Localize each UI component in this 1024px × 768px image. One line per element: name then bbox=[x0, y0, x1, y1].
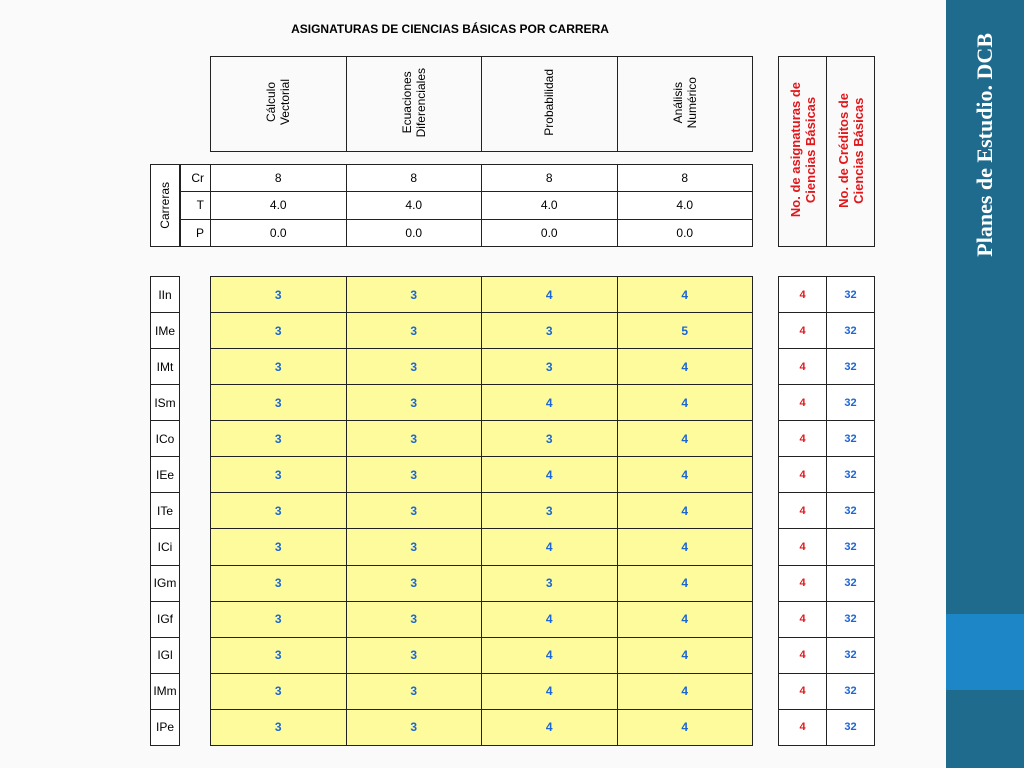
credits-total: 32 bbox=[827, 709, 875, 745]
career-code: IIn bbox=[151, 277, 180, 313]
career-code-row bbox=[151, 637, 180, 673]
summary-header-subjects: No. de asignaturas de Ciencias Básicas bbox=[779, 57, 827, 247]
table-row bbox=[211, 637, 753, 673]
info-label: T bbox=[181, 192, 211, 219]
subjects-count: 4 bbox=[779, 421, 827, 457]
sidebar-accent bbox=[946, 614, 1024, 690]
credit-cell: 3 bbox=[346, 421, 482, 457]
credit-cell: 3 bbox=[211, 601, 347, 637]
career-code-row bbox=[151, 709, 180, 745]
totals-row bbox=[779, 277, 875, 313]
credit-cell: 3 bbox=[211, 385, 347, 421]
info-cell: 8 bbox=[482, 165, 618, 192]
credits-total: 32 bbox=[827, 601, 875, 637]
info-label: Cr bbox=[181, 165, 211, 192]
career-code-row bbox=[151, 277, 180, 313]
career-code: IMm bbox=[151, 673, 180, 709]
credit-cell: 3 bbox=[346, 313, 482, 349]
totals-row bbox=[779, 421, 875, 457]
career-code-row bbox=[151, 601, 180, 637]
info-cell: 4.0 bbox=[617, 192, 753, 219]
info-cell: 8 bbox=[617, 165, 753, 192]
info-label: P bbox=[181, 219, 211, 246]
info-cell: 0.0 bbox=[482, 219, 618, 246]
table-row bbox=[211, 457, 753, 493]
career-code: IGl bbox=[151, 637, 180, 673]
credit-cell: 4 bbox=[617, 385, 753, 421]
credit-cell: 4 bbox=[482, 529, 618, 565]
credit-cell: 4 bbox=[482, 709, 618, 745]
subjects-count: 4 bbox=[779, 313, 827, 349]
credits-total: 32 bbox=[827, 637, 875, 673]
subjects-count: 4 bbox=[779, 349, 827, 385]
credits-total: 32 bbox=[827, 673, 875, 709]
info-row-p bbox=[181, 219, 753, 246]
credits-grid bbox=[210, 276, 753, 746]
credit-cell: 3 bbox=[211, 493, 347, 529]
credits-total: 32 bbox=[827, 421, 875, 457]
credit-cell: 3 bbox=[482, 565, 618, 601]
credit-cell: 4 bbox=[617, 349, 753, 385]
career-code-row bbox=[151, 565, 180, 601]
table-row bbox=[211, 565, 753, 601]
credit-cell: 3 bbox=[211, 709, 347, 745]
career-code-row bbox=[151, 493, 180, 529]
info-row-t bbox=[181, 192, 753, 219]
totals-row bbox=[779, 313, 875, 349]
credit-cell: 3 bbox=[211, 637, 347, 673]
totals-row bbox=[779, 601, 875, 637]
subjects-count: 4 bbox=[779, 601, 827, 637]
info-cell: 0.0 bbox=[211, 219, 347, 246]
credit-cell: 3 bbox=[346, 637, 482, 673]
career-code-row bbox=[151, 457, 180, 493]
credit-cell: 3 bbox=[346, 493, 482, 529]
career-code: IMt bbox=[151, 349, 180, 385]
career-code: IGm bbox=[151, 565, 180, 601]
table-row bbox=[211, 529, 753, 565]
credits-total: 32 bbox=[827, 349, 875, 385]
info-cell: 0.0 bbox=[617, 219, 753, 246]
subjects-count: 4 bbox=[779, 493, 827, 529]
credit-cell: 4 bbox=[617, 601, 753, 637]
totals-row bbox=[779, 565, 875, 601]
info-cell: 4.0 bbox=[482, 192, 618, 219]
table-row bbox=[211, 709, 753, 745]
credit-cell: 4 bbox=[617, 421, 753, 457]
credit-cell: 4 bbox=[617, 673, 753, 709]
credits-total: 32 bbox=[827, 313, 875, 349]
subject-header-3: Análisis Numérico bbox=[617, 57, 753, 152]
totals-row bbox=[779, 349, 875, 385]
career-code: IPe bbox=[151, 709, 180, 745]
credit-cell: 3 bbox=[482, 349, 618, 385]
table-row bbox=[211, 673, 753, 709]
credit-cell: 3 bbox=[211, 421, 347, 457]
totals-row bbox=[779, 457, 875, 493]
credit-cell: 4 bbox=[482, 277, 618, 313]
totals-row bbox=[779, 637, 875, 673]
table-row bbox=[211, 601, 753, 637]
credit-cell: 4 bbox=[617, 493, 753, 529]
credit-cell: 3 bbox=[346, 277, 482, 313]
credits-total: 32 bbox=[827, 529, 875, 565]
credits-total: 32 bbox=[827, 277, 875, 313]
subject-header-table bbox=[210, 56, 753, 152]
credit-cell: 4 bbox=[482, 673, 618, 709]
carreras-label: Carreras bbox=[158, 182, 172, 229]
table-row bbox=[211, 493, 753, 529]
subjects-count: 4 bbox=[779, 385, 827, 421]
credit-cell: 3 bbox=[211, 457, 347, 493]
credit-cell: 3 bbox=[346, 529, 482, 565]
career-code: ICi bbox=[151, 529, 180, 565]
table-row bbox=[211, 277, 753, 313]
info-cell: 4.0 bbox=[211, 192, 347, 219]
subject-header-0: Cálculo Vectorial bbox=[211, 57, 347, 152]
career-code-row bbox=[151, 313, 180, 349]
sidebar-title: Planes de Estudio. DCB bbox=[972, 33, 997, 257]
subjects-count: 4 bbox=[779, 637, 827, 673]
credit-cell: 3 bbox=[482, 421, 618, 457]
career-code-row bbox=[151, 529, 180, 565]
totals-row bbox=[779, 493, 875, 529]
credit-cell: 3 bbox=[346, 349, 482, 385]
credit-cell: 4 bbox=[482, 637, 618, 673]
info-row-cr bbox=[181, 165, 753, 192]
table-row bbox=[211, 313, 753, 349]
credit-cell: 3 bbox=[211, 565, 347, 601]
subject-header-1: Ecuaciones Diferenciales bbox=[346, 57, 482, 152]
totals-row bbox=[779, 709, 875, 745]
info-cell: 8 bbox=[211, 165, 347, 192]
totals-row bbox=[779, 529, 875, 565]
credit-cell: 4 bbox=[617, 529, 753, 565]
credit-cell: 3 bbox=[346, 673, 482, 709]
career-code: IGf bbox=[151, 601, 180, 637]
page-title: ASIGNATURAS DE CIENCIAS BÁSICAS POR CARRERA bbox=[291, 22, 609, 36]
credit-cell: 3 bbox=[211, 673, 347, 709]
credit-cell: 3 bbox=[346, 565, 482, 601]
career-code: ICo bbox=[151, 421, 180, 457]
credit-cell: 3 bbox=[346, 457, 482, 493]
summary-header-table bbox=[778, 56, 875, 247]
career-code: IMe bbox=[151, 313, 180, 349]
credit-cell: 3 bbox=[211, 349, 347, 385]
credit-cell: 5 bbox=[617, 313, 753, 349]
info-cell: 4.0 bbox=[346, 192, 482, 219]
credit-cell: 4 bbox=[482, 457, 618, 493]
credit-cell: 3 bbox=[346, 601, 482, 637]
info-cell: 8 bbox=[346, 165, 482, 192]
credit-cell: 4 bbox=[482, 601, 618, 637]
info-table bbox=[180, 164, 753, 247]
career-code-row bbox=[151, 673, 180, 709]
career-code: ISm bbox=[151, 385, 180, 421]
subjects-count: 4 bbox=[779, 673, 827, 709]
subjects-count: 4 bbox=[779, 565, 827, 601]
table-row bbox=[211, 421, 753, 457]
credit-cell: 3 bbox=[482, 493, 618, 529]
totals-row bbox=[779, 673, 875, 709]
credit-cell: 3 bbox=[211, 277, 347, 313]
credit-cell: 3 bbox=[346, 385, 482, 421]
career-code-row bbox=[151, 349, 180, 385]
credit-cell: 4 bbox=[482, 385, 618, 421]
credit-cell: 3 bbox=[346, 709, 482, 745]
totals-row bbox=[779, 385, 875, 421]
subjects-count: 4 bbox=[779, 457, 827, 493]
credit-cell: 3 bbox=[482, 313, 618, 349]
career-code: ITe bbox=[151, 493, 180, 529]
table-row bbox=[211, 385, 753, 421]
subjects-count: 4 bbox=[779, 529, 827, 565]
career-codes-table bbox=[150, 276, 180, 746]
credits-total: 32 bbox=[827, 493, 875, 529]
credit-cell: 4 bbox=[617, 565, 753, 601]
subjects-count: 4 bbox=[779, 709, 827, 745]
credits-total: 32 bbox=[827, 457, 875, 493]
credit-cell: 3 bbox=[211, 313, 347, 349]
credits-total: 32 bbox=[827, 565, 875, 601]
info-cell: 0.0 bbox=[346, 219, 482, 246]
credit-cell: 4 bbox=[617, 457, 753, 493]
career-code-row bbox=[151, 421, 180, 457]
table-row bbox=[211, 349, 753, 385]
career-code: IEe bbox=[151, 457, 180, 493]
credit-cell: 4 bbox=[617, 277, 753, 313]
credits-total: 32 bbox=[827, 385, 875, 421]
summary-header-credits: No. de Créditos de Ciencias Básicas bbox=[827, 57, 875, 247]
credit-cell: 3 bbox=[211, 529, 347, 565]
subject-header-2: Probabilidad bbox=[482, 57, 618, 152]
totals-table bbox=[778, 276, 875, 746]
sidebar-title-box bbox=[946, 0, 1024, 290]
carreras-label-box bbox=[150, 164, 180, 247]
career-code-row bbox=[151, 385, 180, 421]
credit-cell: 4 bbox=[617, 637, 753, 673]
subjects-count: 4 bbox=[779, 277, 827, 313]
credit-cell: 4 bbox=[617, 709, 753, 745]
